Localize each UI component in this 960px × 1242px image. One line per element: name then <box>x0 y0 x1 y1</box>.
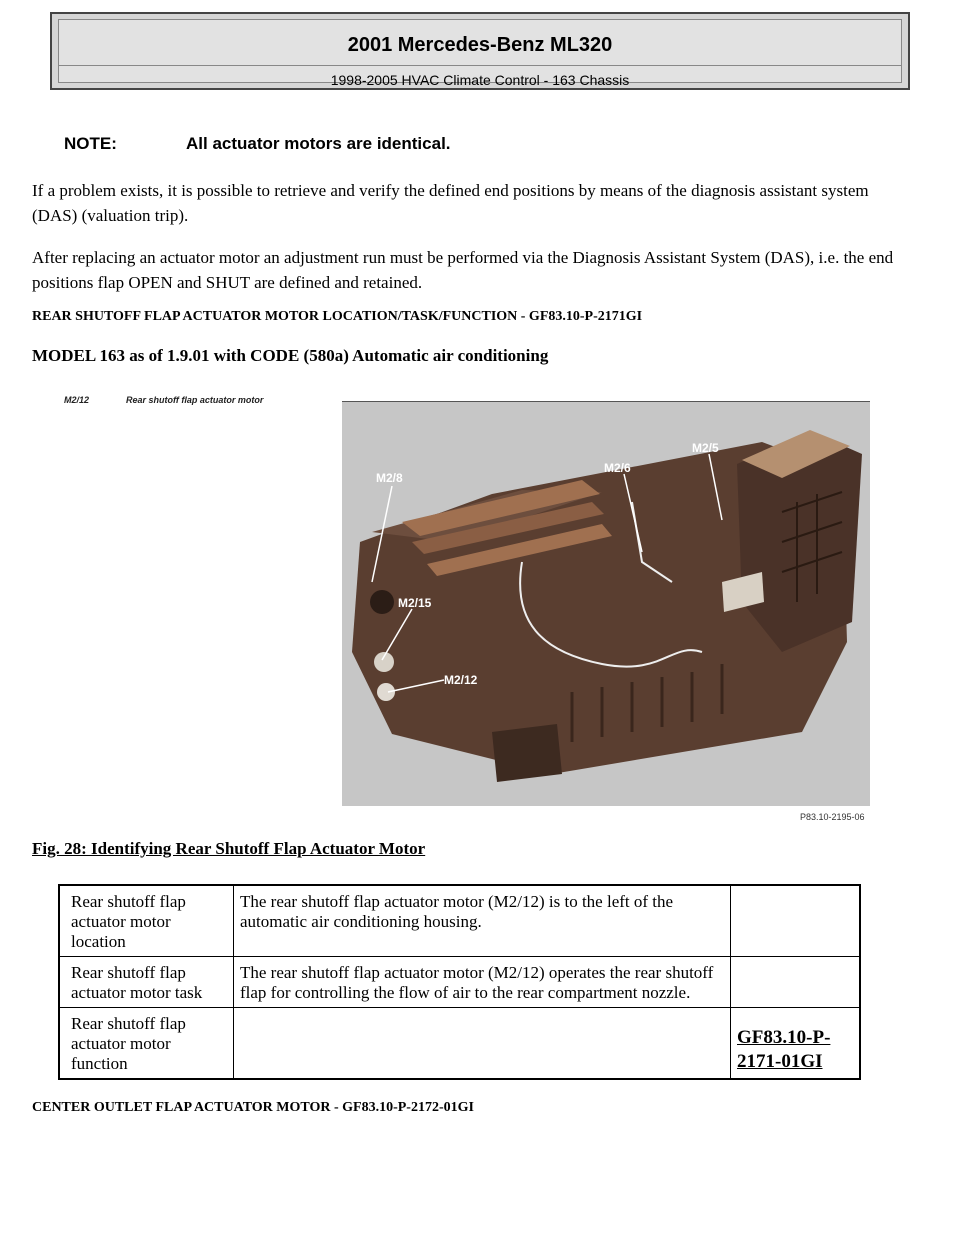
table-row <box>59 885 860 957</box>
figure-header-code: M2/12 <box>64 395 90 405</box>
figure-header <box>64 395 263 405</box>
section-heading: REAR SHUTOFF FLAP ACTUATOR MOTOR LOCATION/TASK/FUNCTION - GF83.10-P-2171GI <box>32 309 643 324</box>
callout-m2-6: M2/6 <box>604 461 631 475</box>
row-reference-location <box>731 885 861 957</box>
header-divider <box>59 65 901 66</box>
note <box>64 134 451 154</box>
row-reference-task <box>731 957 861 1008</box>
row-name-location: Rear shutoff flap actuator motor location <box>59 885 234 957</box>
row-reference-function <box>731 1008 861 1080</box>
row-description-task: The rear shutoff flap actuator motor (M2/12) operates the rear shutoff flap for controlling the flow of air to the rear compartment nozzle. <box>234 957 731 1008</box>
next-section-heading: CENTER OUTLET FLAP ACTUATOR MOTOR - GF83.10-P-2172-01GI <box>32 1100 474 1115</box>
info-table <box>58 884 861 1080</box>
callout-m2-8: M2/8 <box>376 471 403 485</box>
callout-m2-12: M2/12 <box>444 673 478 687</box>
row-description-function <box>234 1008 731 1080</box>
hvac-housing-illustration <box>342 402 870 806</box>
hvac-housing-photo <box>342 402 870 806</box>
paragraph-adjustment-run: After replacing an actuator motor an adjustment run must be performed via the Diagnosis Assistant System (DAS), i.e. the end positions flap OPEN and SHUT are defined and retained. <box>32 248 894 292</box>
row-description-location: The rear shutoff flap actuator motor (M2/12) is to the left of the automatic air conditioning housing. <box>234 885 731 957</box>
callout-m2-15: M2/15 <box>398 596 432 610</box>
document-subtitle: 1998-2005 HVAC Climate Control - 163 Chassis <box>330 72 630 88</box>
note-label: NOTE: <box>64 134 117 153</box>
paragraph-das-retrieve: If a problem exists, it is possible to retrieve and verify the defined end positions by means of the diagnosis assistant system (DAS) (valuation trip). <box>32 181 869 225</box>
row-name-function: Rear shutoff flap actuator motor function <box>59 1008 234 1080</box>
figure-id: P83.10-2195-06 <box>800 812 865 822</box>
table-row <box>59 957 860 1008</box>
function-reference-link[interactable]: GF83.10-P-2171-01GI <box>737 1027 831 1072</box>
row-name-task: Rear shutoff flap actuator motor task <box>59 957 234 1008</box>
table-row <box>59 1008 860 1080</box>
note-text: All actuator motors are identical. <box>186 134 451 153</box>
model-heading: MODEL 163 as of 1.9.01 with CODE (580a) Automatic air conditioning <box>32 346 549 365</box>
document-title: 2001 Mercedes-Benz ML320 <box>347 34 613 56</box>
callout-m2-5: M2/5 <box>692 441 719 455</box>
page-header <box>50 12 910 90</box>
figure-caption[interactable]: Fig. 28: Identifying Rear Shutoff Flap Actuator Motor <box>32 839 426 858</box>
page-header-inner <box>58 19 902 88</box>
figure-header-text: Rear shutoff flap actuator motor <box>126 395 264 405</box>
